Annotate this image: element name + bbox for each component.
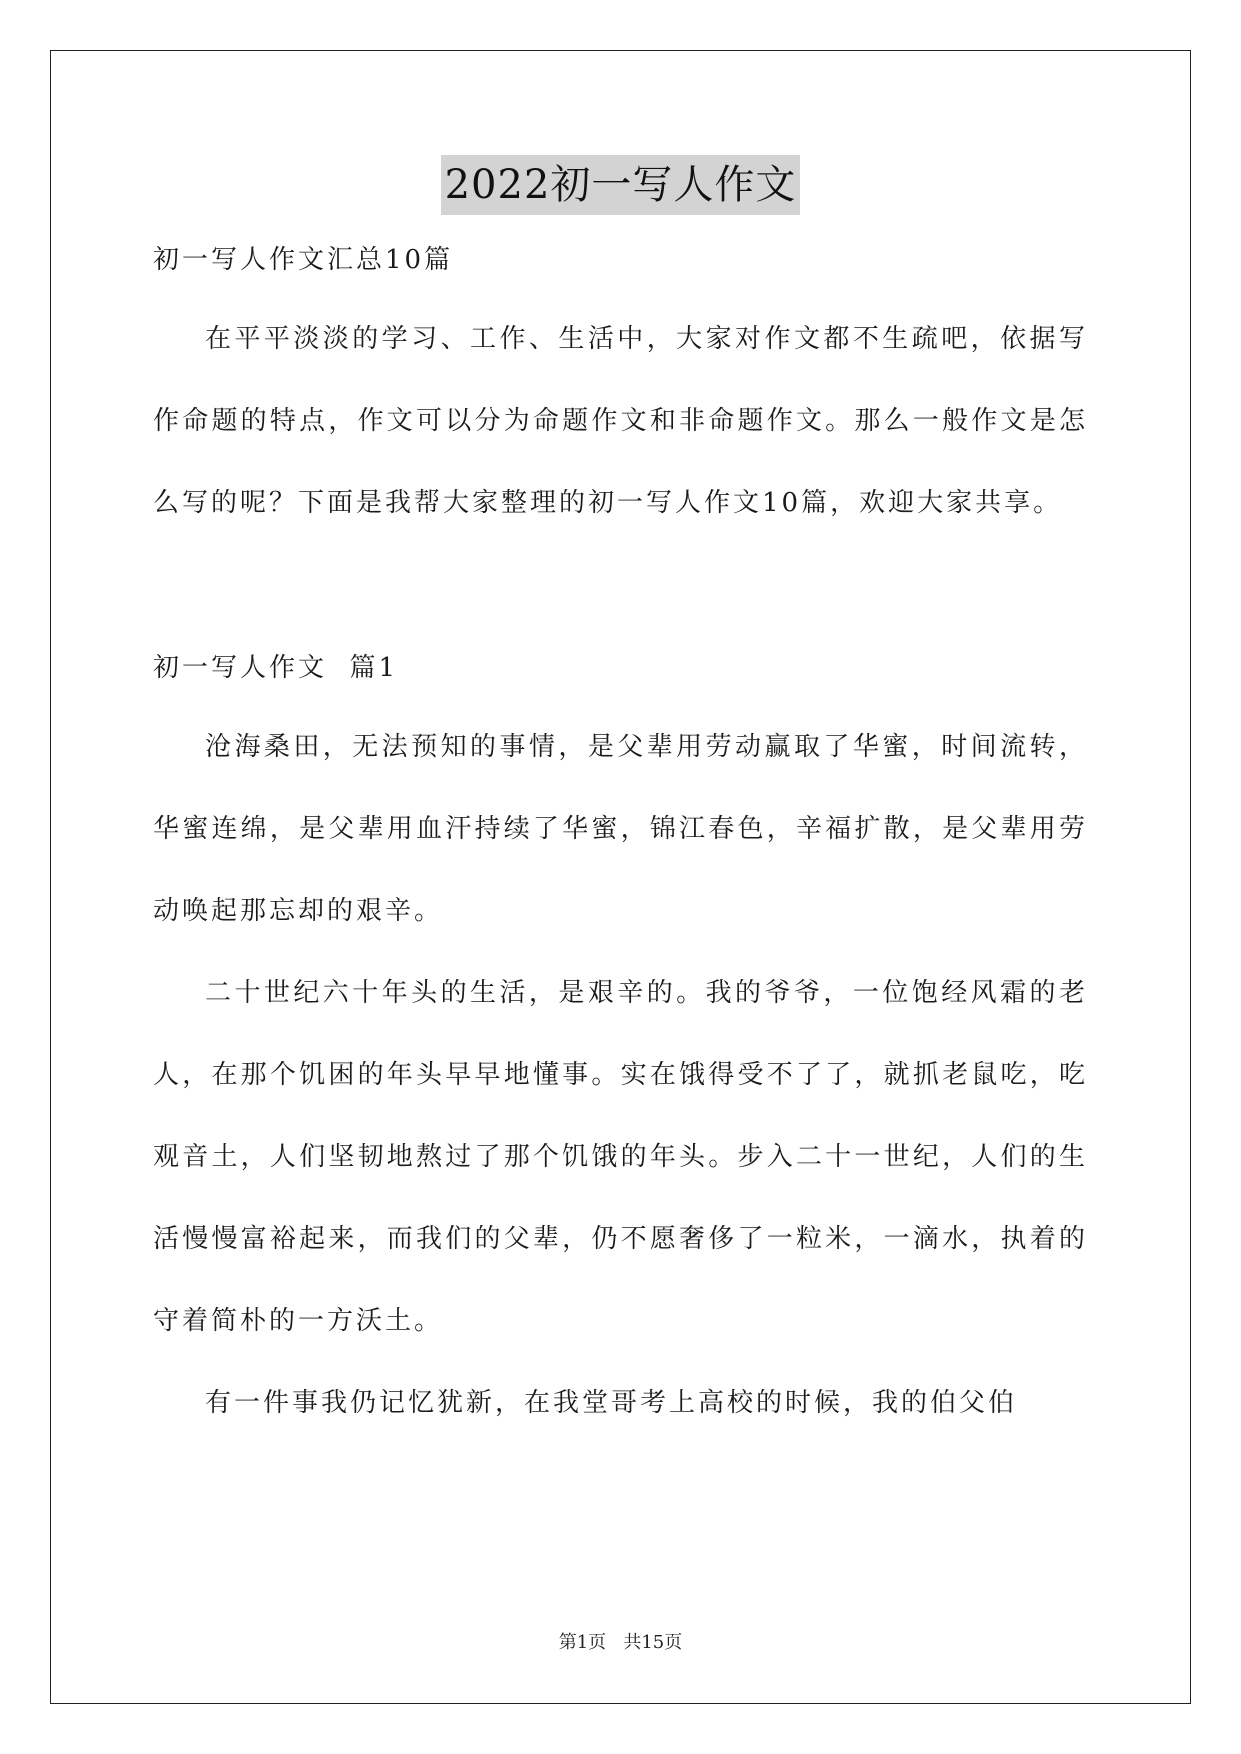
intro-paragraph: 在平平淡淡的学习、工作、生活中，大家对作文都不生疏吧，依据写作命题的特点，作文可以分为命题作文和非命题作文。那么一般作文是怎么写的呢？下面是我帮大家整理的初一写人作文10篇，欢迎大家共享。 xyxy=(153,324,1088,518)
body-paragraph: 二十世纪六十年头的生活，是艰辛的。我的爷爷，一位饱经风霜的老人，在那个饥困的年头早早地懂事。实在饿得受不了了，就抓老鼠吃，吃观音土，人们坚韧地熬过了那个饥饿的年头。步入二十一世纪，人们的生活慢慢富裕起来，而我们的父辈，仍不愿奢侈了一粒米，一滴水，执着的守着简朴的一方沃土。 xyxy=(153,978,1088,1336)
document-body xyxy=(153,230,1088,1444)
page-footer xyxy=(0,1628,1241,1654)
title-container xyxy=(0,155,1241,215)
document-title: 2022初一写人作文 xyxy=(441,155,801,215)
document-subtitle: 初一写人作文汇总10篇 xyxy=(153,245,454,275)
page-total: 共15页 xyxy=(623,1632,683,1653)
section-heading: 初一写人作文 篇1 xyxy=(153,653,399,683)
page-number: 第1页 xyxy=(558,1632,607,1653)
body-paragraph: 沧海桑田，无法预知的事情，是父辈用劳动赢取了华蜜，时间流转，华蜜连绵，是父辈用血汗持续了华蜜，锦江春色，辛福扩散，是父辈用劳动唤起那忘却的艰辛。 xyxy=(153,732,1088,926)
body-paragraph: 有一件事我仍记忆犹新，在我堂哥考上高校的时候，我的伯父伯 xyxy=(205,1388,1018,1418)
